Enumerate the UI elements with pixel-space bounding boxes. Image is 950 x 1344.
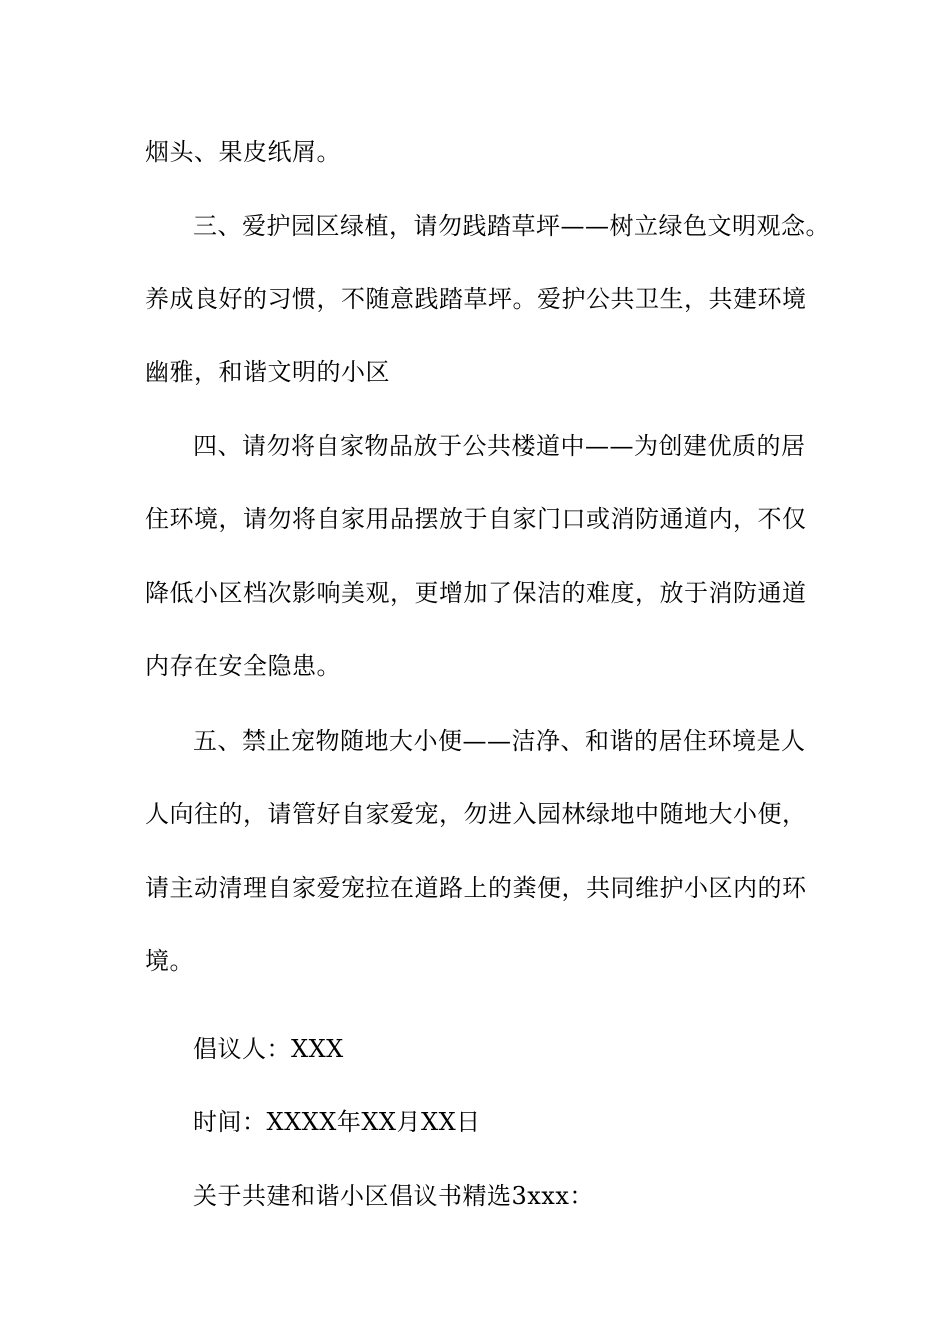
paragraph-line: 降低小区档次影响美观，更增加了保洁的难度，放于消防通道 [145, 579, 807, 607]
paragraph-line: 请主动清理自家爱宠拉在道路上的粪便，共同维护小区内的环 [145, 874, 807, 902]
section-heading: 关于共建和谐小区倡议书精选3xxx： [193, 1182, 594, 1210]
paragraph-line: 五、禁止宠物随地大小便——洁净、和谐的居住环境是人 [193, 727, 806, 755]
paragraph-line: 三、爱护园区绿植，请勿践踏草坪——树立绿色文明观念。 [193, 212, 830, 240]
paragraph-line: 幽雅，和谐文明的小区 [145, 358, 390, 386]
paragraph-line: 住环境，请勿将自家用品摆放于自家门口或消防通道内，不仅 [145, 505, 807, 533]
paragraph-line: 四、请勿将自家物品放于公共楼道中——为创建优质的居 [193, 432, 806, 460]
paragraph-line: 内存在安全隐患。 [145, 652, 341, 680]
proposer-line: 倡议人：XXX [193, 1035, 344, 1063]
paragraph-line: 养成良好的习惯，不随意践踏草坪。爱护公共卫生，共建环境 [145, 285, 807, 313]
paragraph-line: 境。 [145, 947, 194, 975]
paragraph-line: 烟头、果皮纸屑。 [145, 138, 341, 166]
paragraph-line: 人向往的，请管好自家爱宠，勿进入园林绿地中随地大小便， [145, 800, 807, 828]
date-line: 时间：XXXX年XX月XX日 [193, 1108, 481, 1136]
